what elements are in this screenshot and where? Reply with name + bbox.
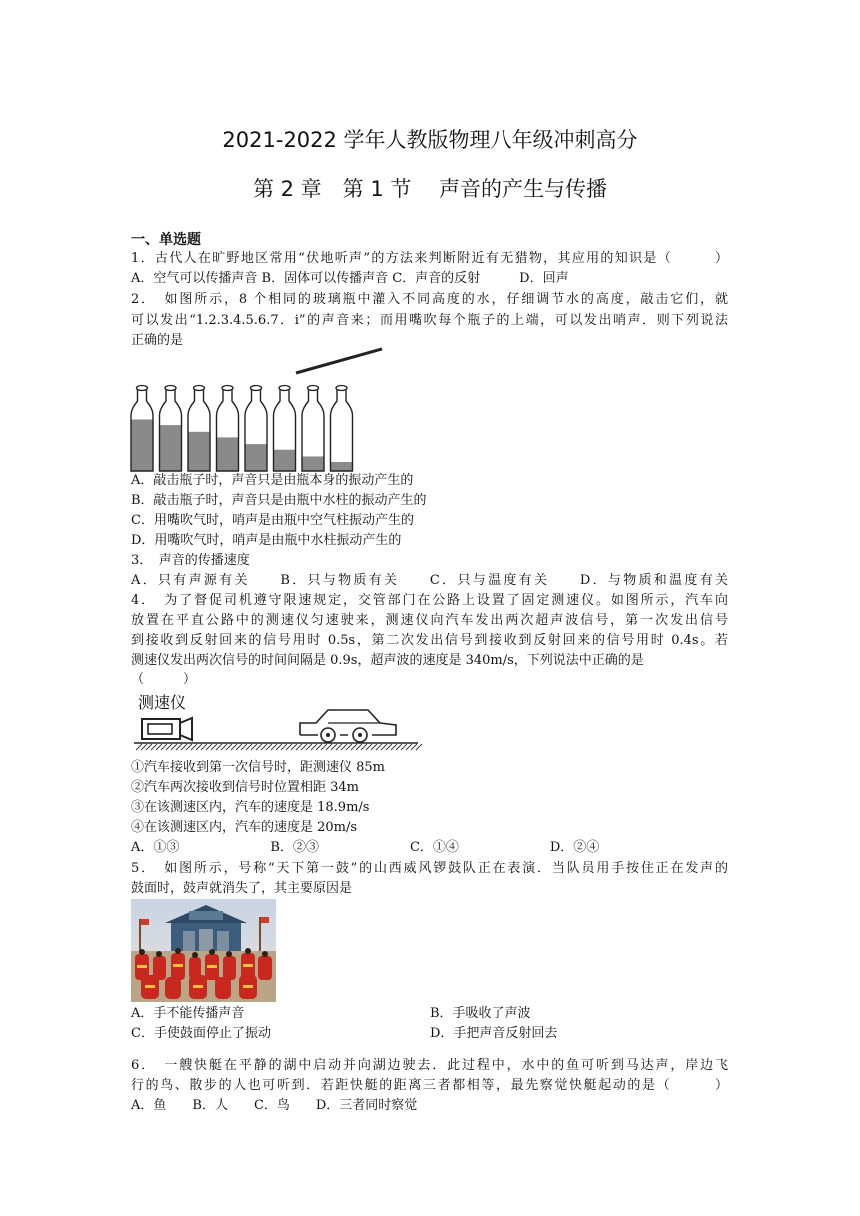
bottle-water <box>217 437 239 471</box>
q4-statement-1: ①汽车接收到第一次信号时，距测速仪 85m <box>131 760 386 775</box>
chapter-subtitle: 第 2 章 第 1 节 声音的产生与传播 <box>252 177 608 201</box>
q4-statement-3: ③在该测速区内，汽车的速度是 18.9m/s <box>131 800 370 815</box>
bottle-7 <box>302 386 324 472</box>
q2-option-c: C．用嘴吹气时，哨声是由瓶中空气柱振动产生的 <box>131 513 414 528</box>
q4-stem-line2: 放置在平直公路中的测速仪匀速驶来，测速仪向汽车发出两次超声波信号，第一次发出信号 <box>131 613 728 628</box>
bottle-water <box>331 462 353 471</box>
bottle-water <box>302 456 324 471</box>
speed-camera-figure <box>132 690 422 752</box>
bottle-6 <box>274 386 296 472</box>
section-heading: 一、单选题 <box>131 232 201 248</box>
q5-option-c: C．手使鼓面停止了振动 <box>131 1026 271 1041</box>
q5-option-b: B．手吸收了声波 <box>430 1006 531 1021</box>
q2-stem-line1: 2． 如图所示，8 个相同的玻璃瓶中灌入不同高度的水，仔细调节水的高度，敲击它们，就 <box>131 292 728 307</box>
q4-stem-line3: 到接收到反射回来的信号用时 0.5s，第二次发出信号到接收到反射回来的信号用时 0.4s。若 <box>131 633 728 648</box>
q3-options: A．只有声源有关 B．只与物质有关 C．只与温度有关 D．与物质和温度有关 <box>131 573 728 588</box>
q2-stem-line2: 可以发出“1.2.3.4.5.6.7．i”的声音来；而用嘴吹每个瓶子的上端，可以发出哨声．则下列说法 <box>131 313 728 328</box>
road-surface <box>134 743 422 750</box>
bottle-2 <box>160 386 182 472</box>
q2-option-d: D．用嘴吹气时，哨声是由瓶中水柱振动产生的 <box>131 533 402 548</box>
q2-option-b: B．敲击瓶子时，声音只是由瓶中水柱的振动产生的 <box>131 493 427 508</box>
bottle-water <box>160 425 182 471</box>
car-icon <box>300 710 396 742</box>
q1-stem: 1．古代人在旷野地区常用“伏地听声”的方法来判断附近有无猎物，其应用的知识是（ ） <box>131 251 728 266</box>
speed-camera-label: 测速仪 <box>138 693 187 712</box>
bottle-water <box>131 419 153 471</box>
bottle-5 <box>245 386 267 472</box>
bottle-1 <box>131 386 153 472</box>
q4-statement-2: ②汽车两次接收到信号时位置相距 34m <box>131 780 360 795</box>
q5-option-a: A．手不能传播声音 <box>131 1006 245 1021</box>
bottles-figure <box>125 343 390 475</box>
q6-stem-line1: 6． 一艘快艇在平静的湖中启动并向湖边驶去．此过程中，水中的鱼可听到马达声，岸边飞 <box>131 1058 728 1073</box>
q3-stem: 3． 声音的传播速度 <box>131 553 250 568</box>
q6-options: A．鱼 B．人 C．鸟 D．三者同时察觉 <box>131 1098 418 1113</box>
bottle-4 <box>217 386 239 472</box>
speed-camera-icon <box>142 718 192 740</box>
q1-options: A．空气可以传播声音 B．固体可以传播声音 C．声音的反射 D．回声 <box>131 271 569 286</box>
q4-stem-line1: 4． 为了督促司机遵守限速规定，交管部门在公路上设置了固定测速仪。如图所示，汽车向 <box>131 593 728 608</box>
q6-stem-line2: 行的鸟、散步的人也可听到．若距快艇的距离三者都相等，最先察觉快艇起动的是（ ） <box>131 1078 728 1093</box>
q2-stem-line3: 正确的是 <box>131 333 184 348</box>
drum-performance-photo <box>131 899 276 1002</box>
bottle-3 <box>188 386 210 472</box>
q5-option-d: D．手把声音反射回去 <box>430 1026 558 1041</box>
q4-stem-line4: 测速仪发出两次信号的时间间隔是 0.9s，超声波的速度是 340m/s，下列说法中正确的是 <box>131 653 644 668</box>
q4-statement-4: ④在该测速区内，汽车的速度是 20m/s <box>131 820 358 835</box>
q4-stem-line5: （ ） <box>131 672 197 687</box>
page-title: 2021-2022 学年人教版物理八年级冲刺高分 <box>222 128 638 152</box>
q2-option-a: A．敲击瓶子时，声音只是由瓶本身的振动产生的 <box>131 473 414 488</box>
q4-options: A．①③ B．②③ C．①④ D．②④ <box>131 840 600 855</box>
bottle-water <box>188 432 210 471</box>
blowing-straw <box>296 349 382 373</box>
q5-stem-line1: 5． 如图所示，号称“天下第一鼓”的山西威风锣鼓队正在表演．当队员用手按住正在发声的 <box>131 861 728 876</box>
bottle-water <box>245 444 267 471</box>
bottle-water <box>274 450 296 471</box>
bottle-8 <box>331 386 353 472</box>
q5-stem-line2: 鼓面时，鼓声就消失了，其主要原因是 <box>131 881 353 896</box>
